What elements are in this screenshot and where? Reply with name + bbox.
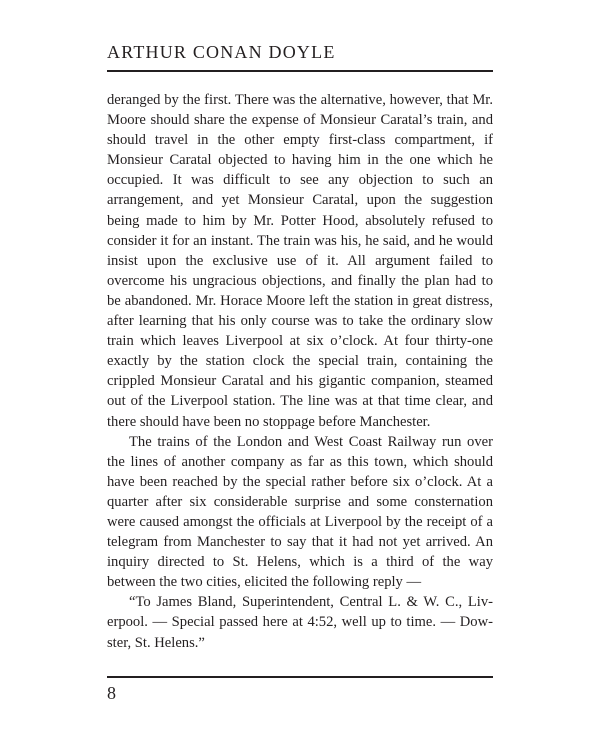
- paragraph-3: “To James Bland, Superintendent, Central L. & W. C., Liverpool. — Special passed here at 4:52, well up to time. — Dowster, St. Helens.”: [107, 594, 493, 651]
- body-text: [107, 90, 493, 653]
- header-rule: [107, 70, 493, 72]
- paragraph-1: deranged by the first. There was the alternative, however, that Mr. Moore should share the expense of Monsieur Caratal’s train, and should travel in the other empty first-class compartment, if Monsieur Caratal objected to having him in the one which he occupied. It was difficult to see any objection to such an arrangement, and yet Monsieur Caratal, upon the suggestion being made to him by Mr. Potter Hood, absolutely refused to consider it for an instant. The train was his, he said, and he would insist upon the exclusive use of it. All argument failed to overcome his ungracious objections, and finally the plan had to be abandoned. Mr. Horace Moore left the station in great distress, after learning that his only course was to take the ordinary slow train which leaves Liverpool at six o’clock. At four thirty-one exactly by the station clock the special train, containing the crippled Monsieur Caratal and his gigantic companion, steamed out of the Liverpool station. The line was at that time clear, and there should have been no stoppage before Manchester.: [107, 92, 493, 430]
- footer-rule: [107, 676, 493, 678]
- running-head-author: ARTHUR CONAN DOYLE: [107, 42, 336, 62]
- paragraph-2: The trains of the London and West Coast Railway run over the lines of another company as far as this town, which should have been reached by the special rather before six o’clock. At a quarter after six considerable surprise and some consternation were caused amongst the officials at Liverpool by the receipt of a telegram from Manchester to say that it had not yet arrived. An inquiry directed to St. Helens, which is a third of the way between the two cities, elicited the following reply —: [107, 433, 493, 591]
- page-number: 8: [107, 683, 116, 703]
